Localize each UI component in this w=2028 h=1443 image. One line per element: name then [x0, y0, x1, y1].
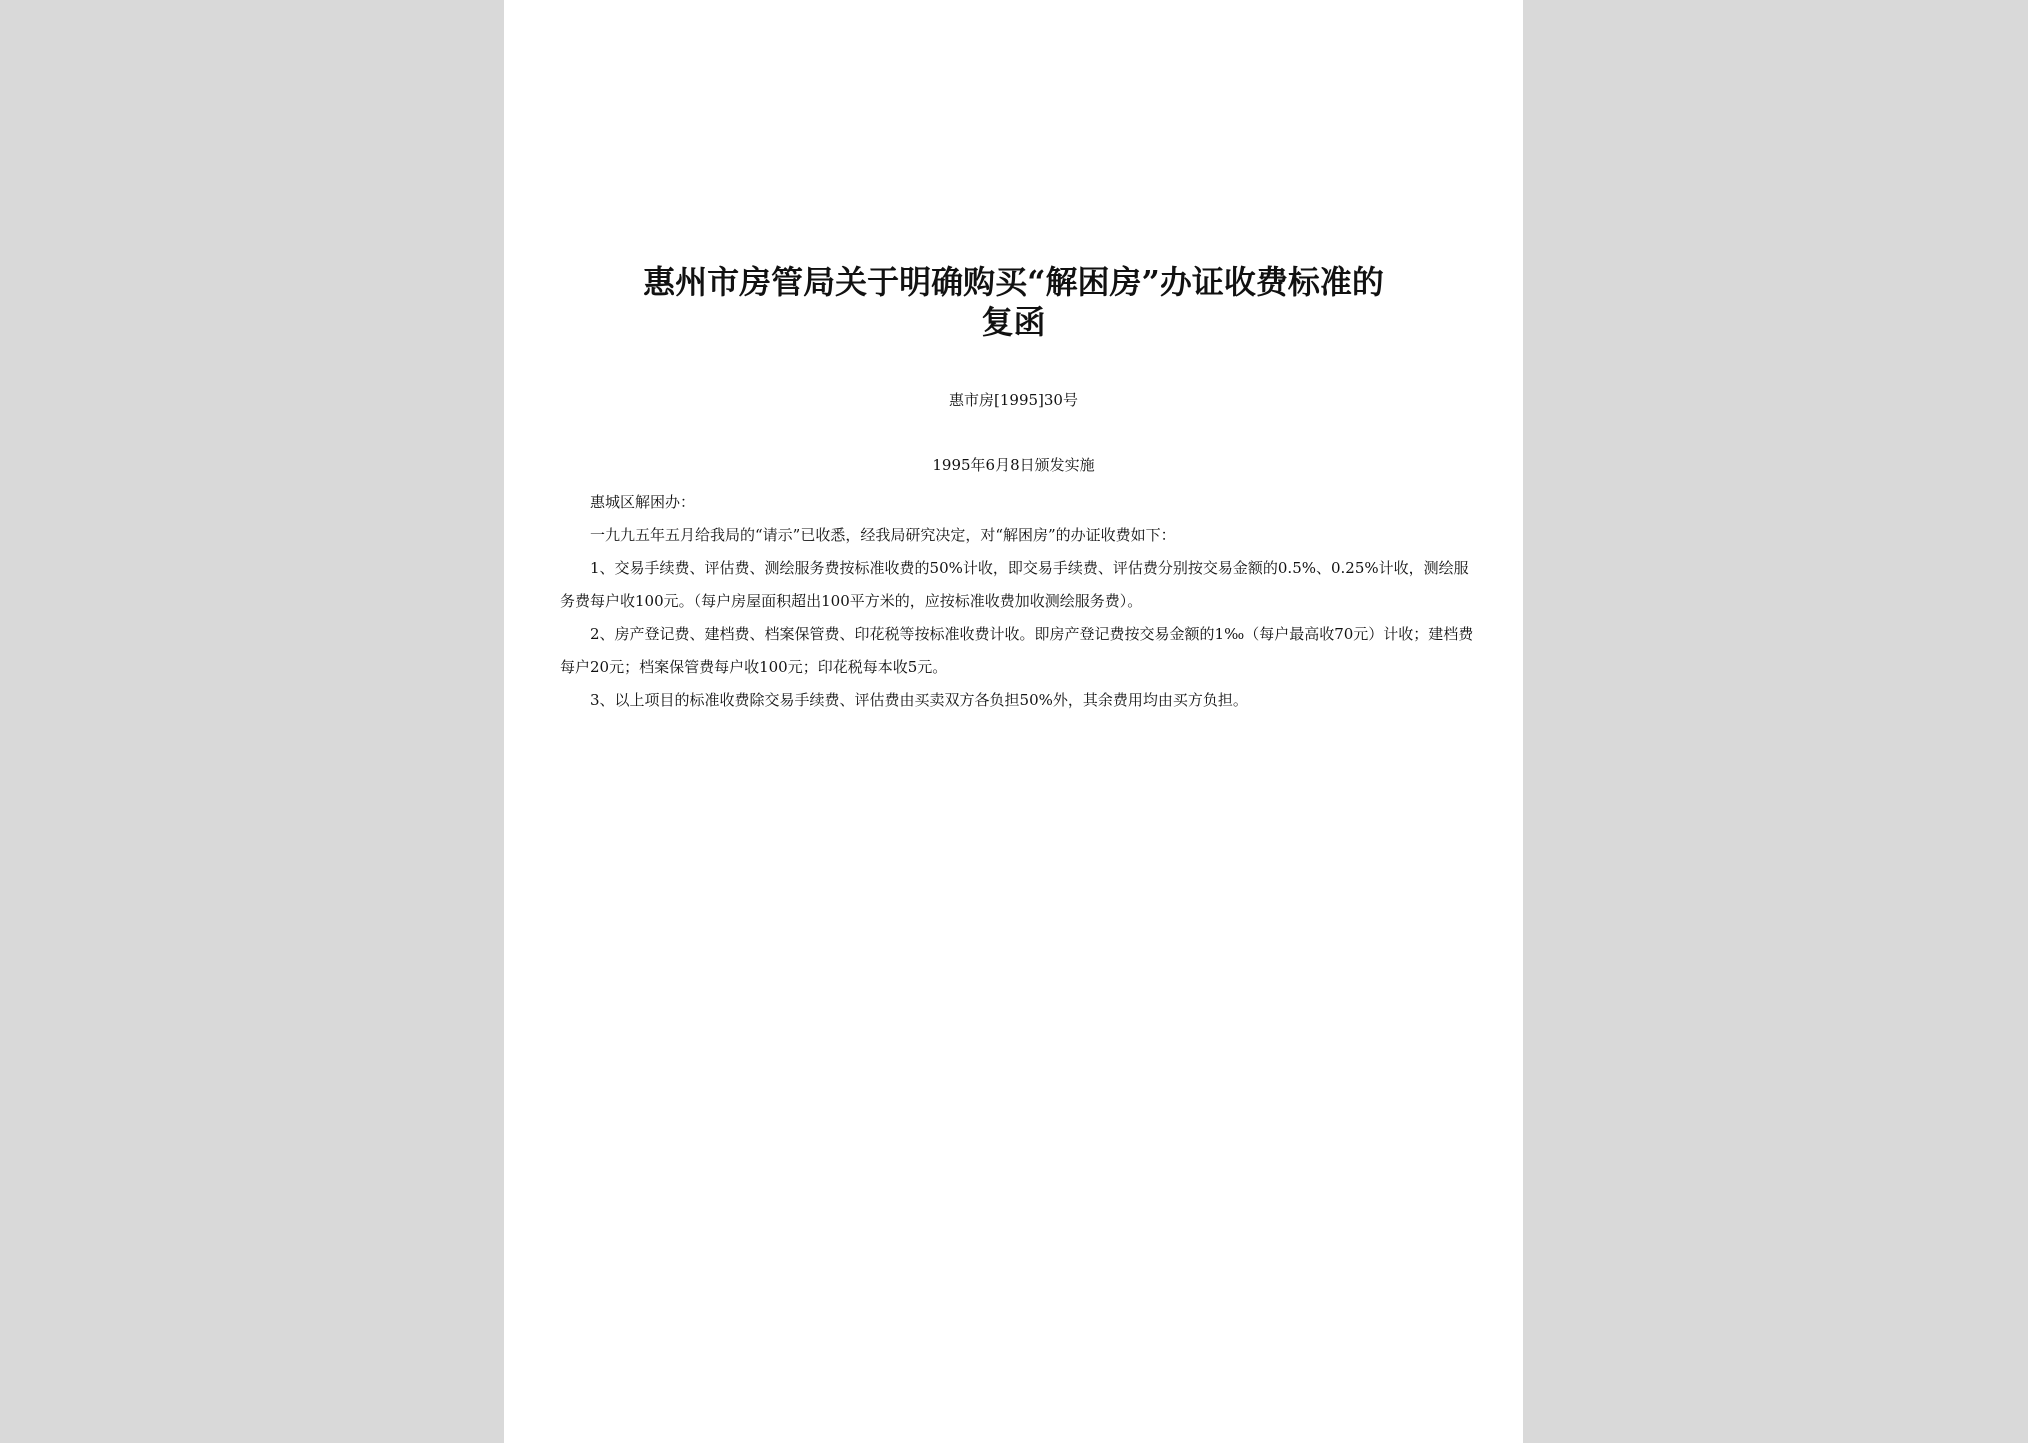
- body-paragraph: 一九九五年五月给我局的“请示”已收悉，经我局研究决定，对“解困房”的办证收费如下：: [590, 526, 1176, 544]
- document-number: 惠市房[1995]30号: [949, 391, 1078, 409]
- body-paragraph: 3、以上项目的标准收费除交易手续费、评估费由买卖双方各负担50%外，其余费用均由买方负担。: [590, 691, 1248, 709]
- issue-date: 1995年6月8日颁发实施: [932, 456, 1095, 474]
- title-line-1: 惠州市房管局关于明确购买“解困房”办证收费标准的: [643, 263, 1384, 301]
- title-line-2: 复函: [981, 303, 1046, 341]
- addressee: 惠城区解困办：: [590, 493, 696, 511]
- body-paragraph: 2、房产登记费、建档费、档案保管费、印花税等按标准收费计收。即房产登记费按交易金额的1‰（每户最高收70元）计收；建档费每户20元；档案保管费每户收100元；印花税每本收5元。: [560, 625, 1474, 676]
- body-paragraph: 1、交易手续费、评估费、测绘服务费按标准收费的50%计收，即交易手续费、评估费分别按交易金额的0.5%、0.25%计收，测绘服务费每户收100元。（每户房屋面积超出100平方米的，应按标准收费加收测绘服务费）。: [560, 559, 1469, 610]
- document-body: [560, 486, 1475, 717]
- document-title: [504, 262, 1523, 342]
- document-page: [504, 0, 1523, 1443]
